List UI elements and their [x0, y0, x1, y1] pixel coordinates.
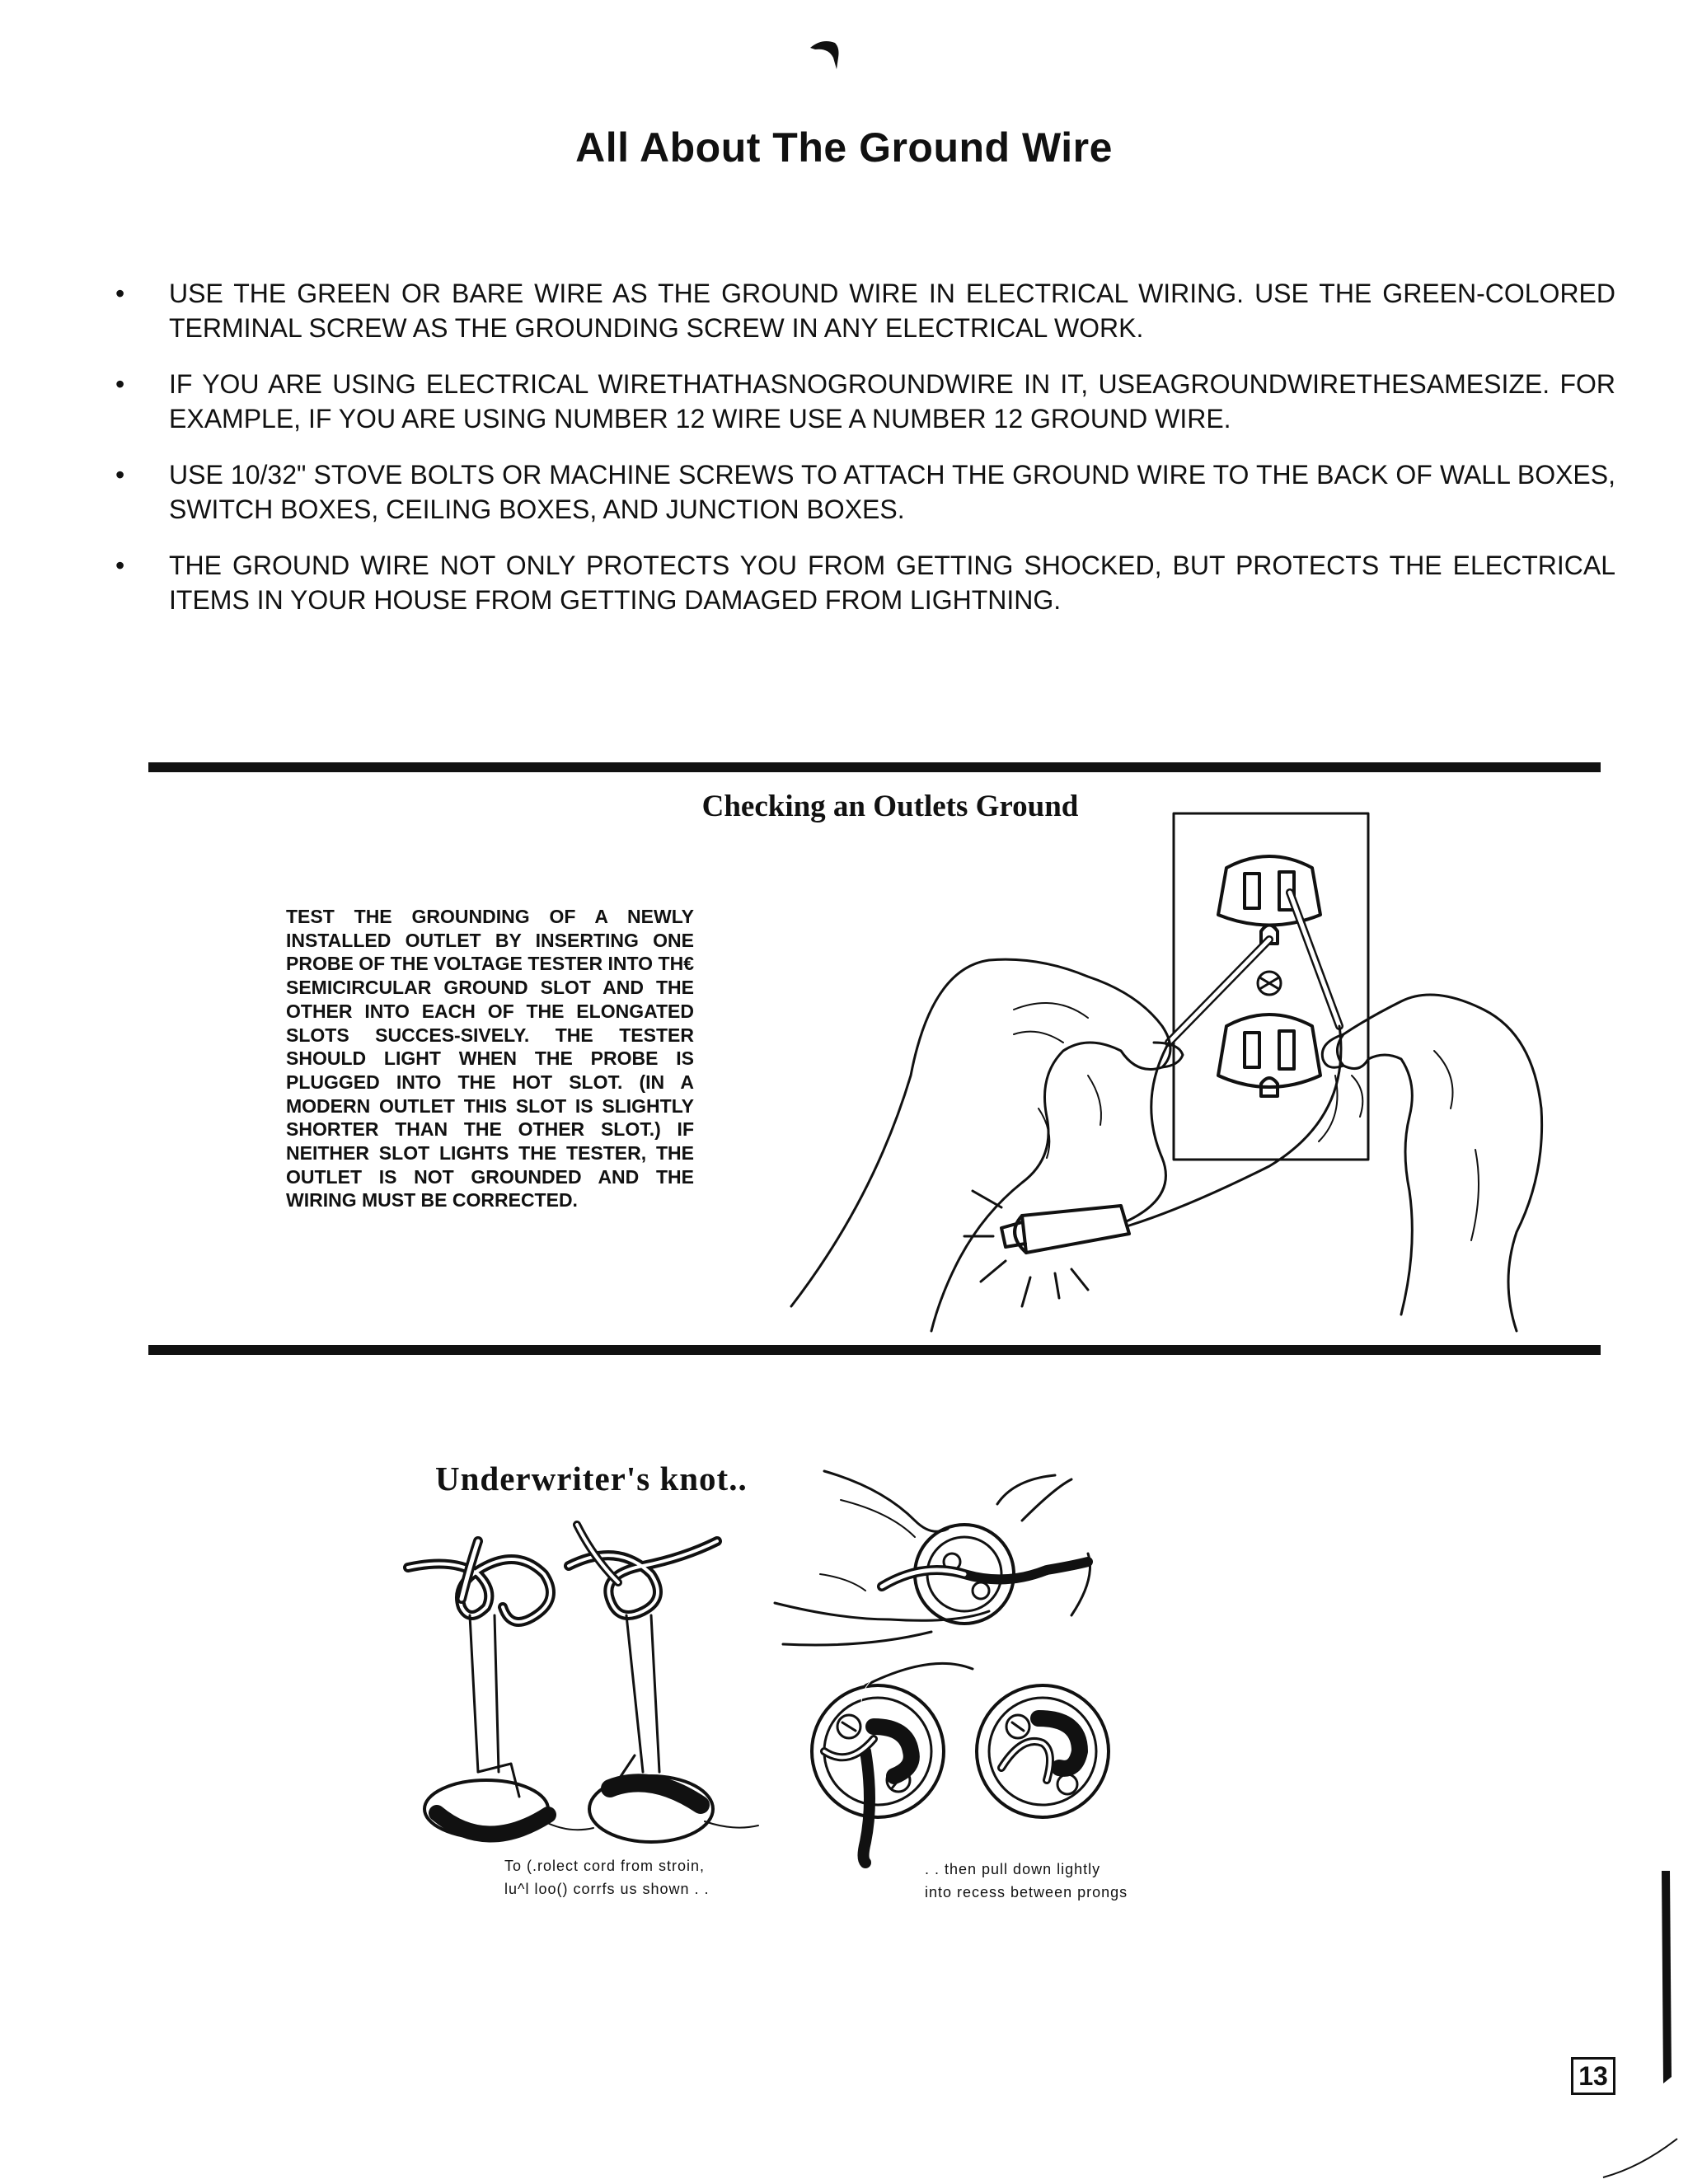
caption-line: into recess between prongs [925, 1884, 1128, 1900]
page-title: All About The Ground Wire [575, 124, 1113, 171]
list-item-text: USE 10/32" STOVE BOLTS OR MACHINE SCREWS TO ATTACH THE GROUND WIRE TO THE BACK OF WALL BOXES, SWITCH BOXES, CEILING BOXES, AND JUNCTION BOXES. [169, 460, 1615, 524]
outlet-instructions: TEST THE GROUNDING OF A NEWLY INSTALLED OUTLET BY INSERTING ONE PROBE OF THE VOLTAGE TESTER INTO TH€ SEMICIRCULAR GROUND SLOT AND THE OTHER INTO EACH OF THE ELONGATED SLOTS SUCCES-SIVELY. THE TESTER SHOULD LIGHT WHEN THE PROBE IS PLUGGED INTO THE HOT SLOT. (IN A MODERN OUTLET THIS SLOT IS SLIGHTLY SHORTER THAN THE OTHER SLOT.) IF NEITHER SLOT LIGHTS THE TESTER, THE OUTLET IS NOT GROUNDED AND THE WIRING MUST BE CORRECTED. [286, 906, 694, 1212]
knot-plug-illustration [404, 1508, 791, 1854]
bullet-icon: • [115, 279, 125, 308]
knot-caption-right [925, 1858, 1172, 1904]
list-item-text: IF YOU ARE USING ELECTRICAL WIRETHATHASNOGROUNDWIRE IN IT, USEAGROUNDWIRETHESAMESIZE. FOR EXAMPLE, IF YOU ARE USING NUMBER 12 WIRE USE A NUMBER 12 GROUND WIRE. [169, 369, 1615, 434]
bottom-corner-mark [1599, 2135, 1681, 2180]
list-item [115, 276, 1615, 345]
list-item-text: THE GROUND WIRE NOT ONLY PROTECTS YOU FROM GETTING SHOCKED, BUT PROTECTS THE ELECTRICAL ITEMS IN YOUR HOUSE FROM GETTING DAMAGED FROM LIGHTNING. [169, 551, 1615, 615]
section-divider-bottom [148, 1345, 1601, 1355]
outlet-test-illustration [775, 804, 1550, 1331]
bullet-icon: • [115, 369, 125, 399]
list-item [115, 367, 1615, 436]
caption-line: lu^l loo() corrfs us shown . . [504, 1881, 710, 1897]
bullet-icon: • [115, 460, 125, 490]
list-item [115, 548, 1615, 617]
top-mark-icon [804, 33, 853, 82]
bullet-icon: • [115, 551, 125, 580]
knot-section-title: Underwriter's knot.. [435, 1460, 748, 1497]
ground-wire-rules-list [115, 276, 1615, 639]
list-item [115, 457, 1615, 527]
section-divider-top [148, 762, 1601, 772]
right-edge-mark [1658, 1871, 1675, 2085]
outlet-section-title: Checking an Outlets Ground [701, 790, 1079, 823]
list-item-text: USE THE GREEN OR BARE WIRE AS THE GROUND WIRE IN ELECTRICAL WIRING. USE THE GREEN-COLORED TERMINAL SCREW AS THE GROUNDING SCREW IN ANY ELECTRICAL WORK. [169, 279, 1615, 343]
caption-line: To (.rolect cord from stroin, [504, 1858, 706, 1874]
knot-socket-illustration [742, 1455, 1187, 1867]
caption-line: . . then pull down lightly [925, 1861, 1101, 1877]
page-number: 13 [1571, 2057, 1615, 2095]
knot-caption-left [504, 1854, 768, 1900]
